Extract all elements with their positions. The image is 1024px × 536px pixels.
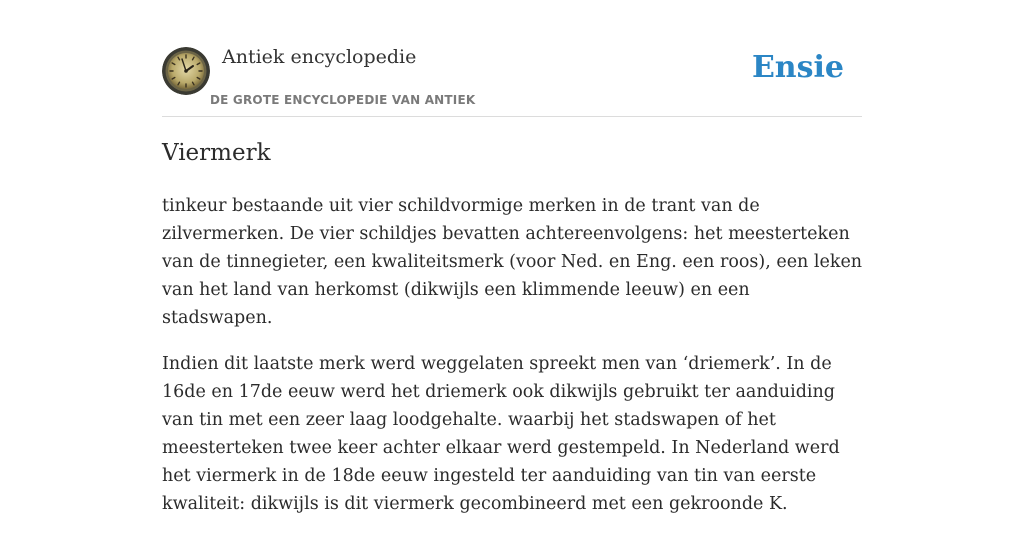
page-title: Viermerk bbox=[162, 140, 271, 166]
article-paragraph: Indien dit laatste merk werd weggelaten spreekt men van ‘driemerk’. In de 16de en 17de eeuw werd het driemerk ook dikwijls gebruikt ter aanduiding van tin met een zeer laag loodgehalte. waarbij het stadswapen of het meesterteken twee keer achter elkaar werd gestempeld. In Nederland werd het viermerk in de 18de eeuw ingesteld ter aanduiding van tin van eerste kwaliteit: dikwijls is dit viermerk gecombineerd met een gekroonde K. bbox=[162, 354, 840, 514]
article-paragraph: tinkeur bestaande uit vier schildvormige merken in de trant van de zilvermerken. De vier schildjes bevatten achtereenvolgens: het meesterteken van de tinnegieter, een kwaliteitsmerk (voor Ned. en Eng. een roos), een leken van het land van herkomst (dikwijls een klimmende leeuw) en een stadswapen. bbox=[162, 196, 863, 328]
site-title[interactable]: Antiek encyclopedie bbox=[222, 46, 417, 68]
site-header bbox=[162, 0, 862, 117]
ensie-logo-link[interactable]: Ensie bbox=[751, 50, 844, 85]
article-body bbox=[162, 192, 864, 536]
site-subtitle: DE GROTE ENCYCLOPEDIE VAN ANTIEK bbox=[210, 93, 476, 107]
antique-clock-icon[interactable] bbox=[162, 47, 210, 95]
page-container bbox=[162, 0, 863, 514]
